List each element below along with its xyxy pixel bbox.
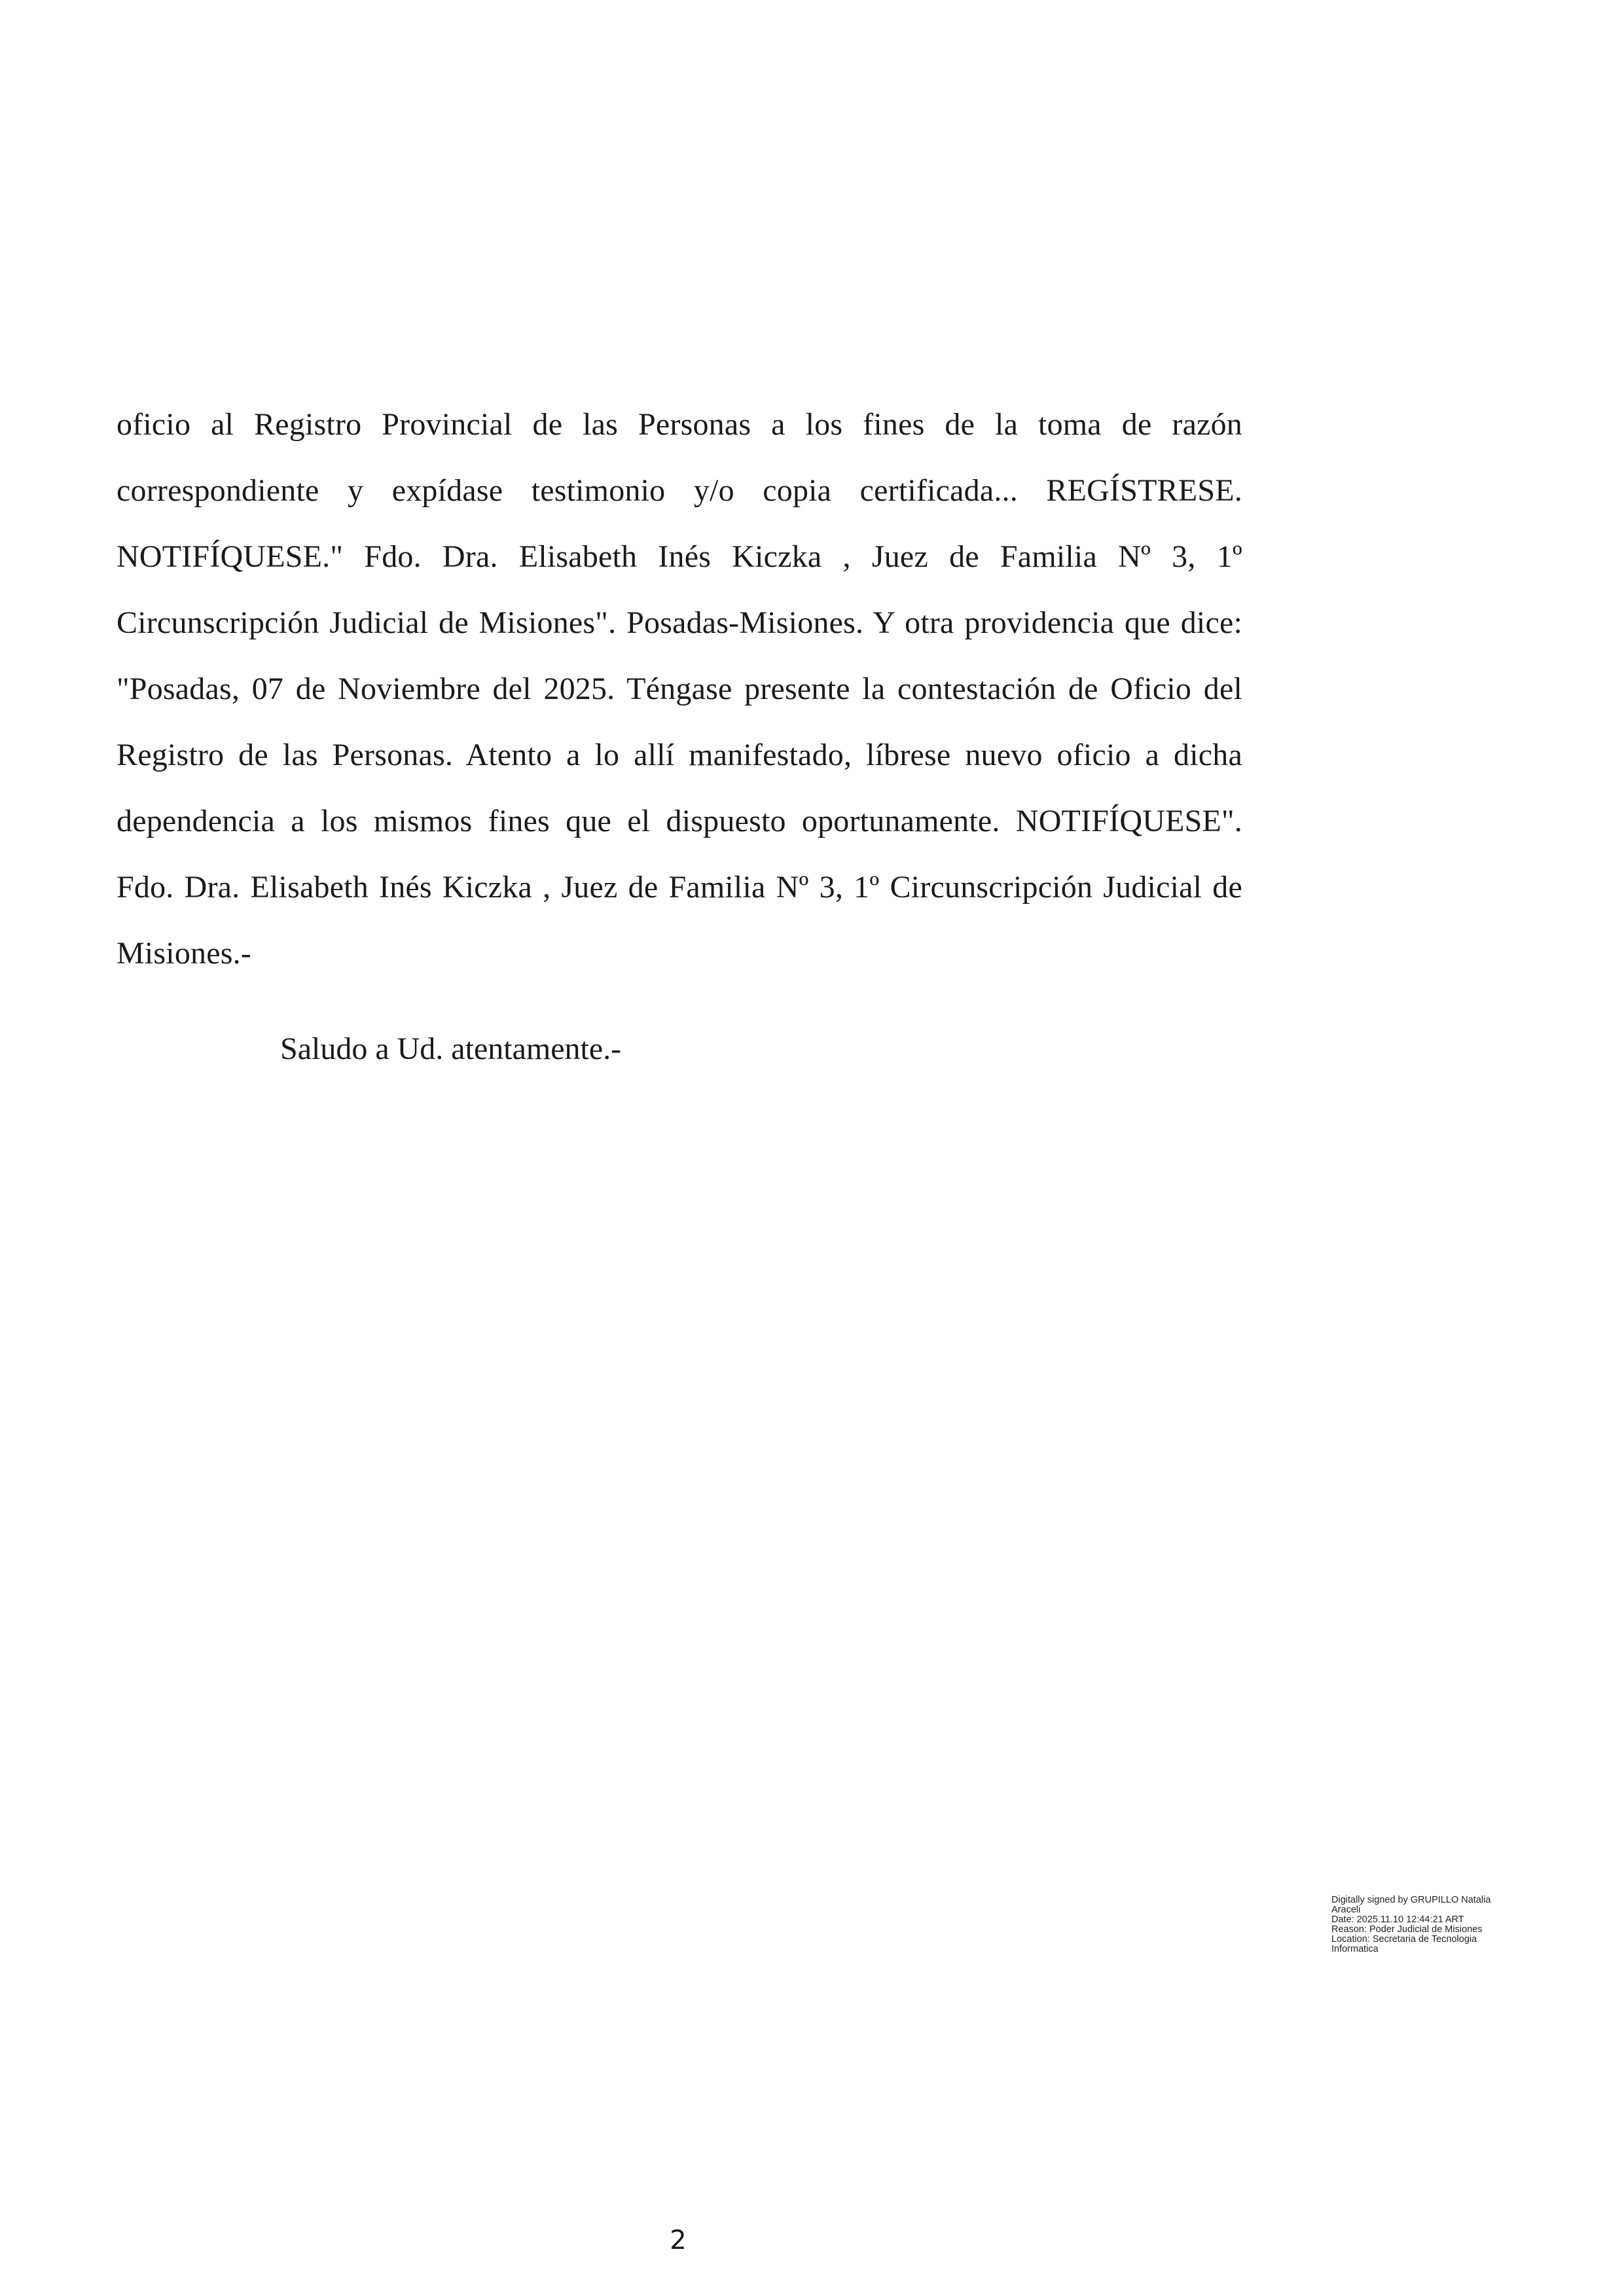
signature-signed-by: Digitally signed by GRUPILLO Natalia Araceli: [1331, 1895, 1491, 1915]
signature-date: Date: 2025.11.10 12:44:21 ART: [1331, 1914, 1464, 1925]
page-number: 2: [670, 2225, 687, 2255]
signature-reason: Reason: Poder Judicial de Misiones: [1331, 1924, 1483, 1935]
closing-salutation: Saludo a Ud. atentamente.-: [280, 1031, 622, 1066]
body-paragraph: oficio al Registro Provincial de las Personas a los fines de la toma de razón correspondiente y expídase testimonio y/o copia certificada... REGÍSTRESE. NOTIFÍQUESE." Fdo. Dra. Elisabeth Inés Kiczka , Juez de Familia Nº 3, 1º Circunscripción Judicial de Misiones". Posadas-Misiones. Y otra providencia que dice: "Posadas, 07 de Noviembre del 2025. Téngase presente la contestación de Oficio del Registro de las Personas. Atento a lo allí manifestado, líbrese nuevo oficio a dicha dependencia a los mismos fines que el dispuesto oportunamente. NOTIFÍQUESE". Fdo. Dra. Elisabeth Inés Kiczka , Juez de Familia Nº 3, 1º Circunscripción Judicial de Misiones.-: [117, 407, 1242, 971]
signature-location: Location: Secretaria de Tecnologia Informatica: [1331, 1934, 1477, 1954]
digital-signature-block: [1331, 1895, 1521, 1954]
